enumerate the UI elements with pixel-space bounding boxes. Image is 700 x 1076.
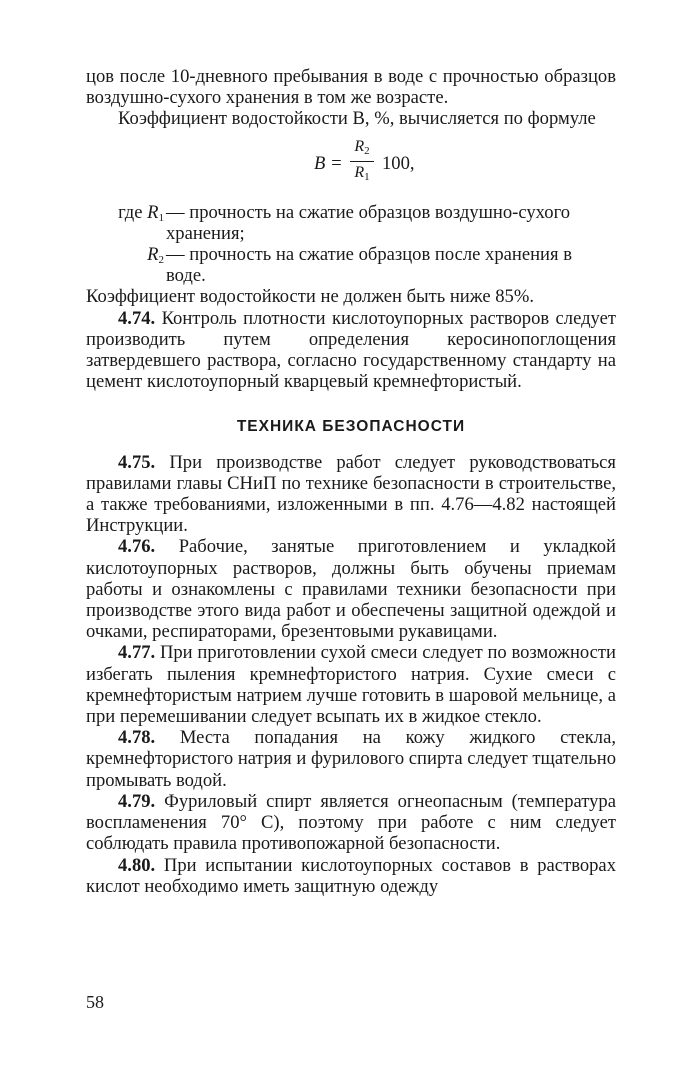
item-4-74: 4.74. Контроль плотности кислотоупорных растворов следует производить путем определения керосинопоглощения затвердевшего раствора, согласно государственному стандарту на цемент кислотоупорный кварцевый кремнефтористый. bbox=[86, 307, 616, 393]
item-4-80: 4.80. При испытании кислотоупорных составов в растворах кислот необходимо иметь защитную одежду bbox=[86, 854, 616, 897]
paragraph-continuation: цов после 10-дневного пребывания в воде с прочностью образцов воздушно-сухого хранения в том же возрасте. bbox=[86, 66, 616, 109]
formula-lhs: В = bbox=[314, 152, 343, 174]
formula-numerator: $R_2$ bbox=[350, 138, 374, 162]
paragraph-formula-intro: Коэффициент водостойкости В, %, вычисляется по формуле bbox=[118, 108, 596, 130]
section-heading: ТЕХНИКА БЕЗОПАСНОСТИ bbox=[236, 418, 466, 436]
formula bbox=[86, 138, 616, 190]
item-4-77: 4.77. При приготовлении сухой смеси следует по возможности избегать пыления кремнефтористого натрия. Сухие смеси с кремнефтористым натрием лучше готовить в шаровой мельнице, а при перемешивании следует всыпать их в жидкое стекло. bbox=[86, 642, 616, 728]
item-4-75: 4.75. При производстве работ следует руководствоваться правилами главы СНиП по технике безопасности в строительстве, а также требованиями, изложенными в пп. 4.76—4.82 настоящей Инструкции. bbox=[86, 451, 616, 537]
paragraph-coefficient-limit: Коэффициент водостойкости не должен быть ниже 85%. bbox=[86, 286, 534, 308]
formula-rhs: 100, bbox=[382, 152, 415, 174]
formula-fraction bbox=[350, 138, 374, 186]
page-number: 58 bbox=[86, 992, 104, 1012]
definition-r1: где $R_1$ — прочность на сжатие образцов воздушно-сухого хранения; bbox=[118, 201, 571, 244]
formula-denominator: $R_1$ bbox=[354, 163, 370, 183]
item-4-79: 4.79. Фуриловый спирт является огнеопасным (температура воспламенения 70° С), поэтому при работе с ним следует соблюдать правила противопожарной безопасности. bbox=[86, 790, 616, 855]
body-text bbox=[86, 66, 616, 897]
item-4-76: 4.76. Рабочие, занятые приготовлением и укладкой кислотоупорных растворов, должны быть обучены приемам работы и ознакомлены с правилами техники безопасности при производстве этого вида работ и обеспечены защитной одеждой и очками, респираторами, брезентовыми рукавицами. bbox=[86, 536, 616, 643]
formula-definitions bbox=[86, 202, 616, 287]
definition-r2: $R_2$ — прочность на сжатие образцов после хранения в воде. bbox=[147, 244, 572, 287]
item-4-78: 4.78. Места попадания на кожу жидкого стекла, кремнефтористого натрия и фурилового спирта следует тщательно промывать водой. bbox=[86, 727, 616, 791]
